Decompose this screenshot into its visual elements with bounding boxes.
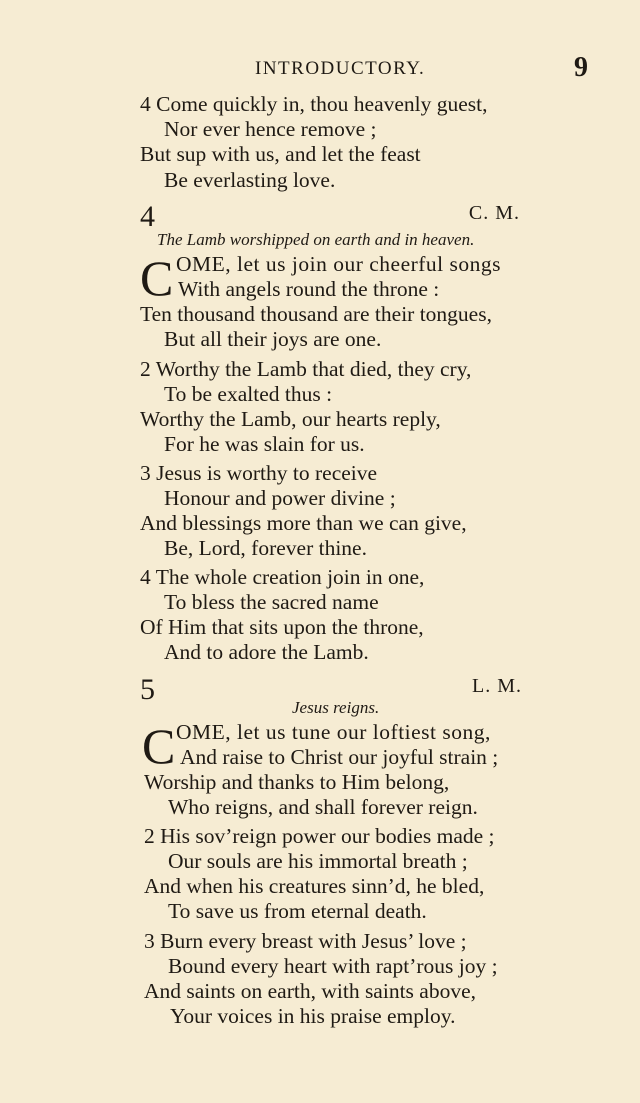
verse-line: 4 Come quickly in, thou heavenly guest, <box>140 92 488 116</box>
verse-line: And raise to Christ our joyful strain ; <box>180 745 499 769</box>
verse-line: 2 His sov’reign power our bodies made ; <box>144 824 495 848</box>
hymn-number: 4 <box>140 200 155 233</box>
verse-line: For he was slain for us. <box>164 432 365 456</box>
verse-line: Ten thousand thousand are their tongues, <box>140 302 492 326</box>
verse-line: Of Him that sits upon the throne, <box>140 615 424 639</box>
verse-line: 3 Jesus is worthy to receive <box>140 461 378 485</box>
verse-line: Bound every heart with rapt’rous joy ; <box>168 954 498 978</box>
verse-line: Be, Lord, forever thine. <box>164 536 367 560</box>
verse-line: Be everlasting love. <box>164 168 336 192</box>
verse-line: OME, let us join our cheerful songs <box>176 252 502 276</box>
verse-line: Our souls are his immortal breath ; <box>168 849 468 873</box>
verse-line: And when his creatures sinn’d, he bled, <box>144 874 485 898</box>
hymn-number: 5 <box>140 673 155 706</box>
verse-line: 2 Worthy the Lamb that died, they cry, <box>140 357 472 381</box>
verse-line: To be exalted thus : <box>164 382 333 406</box>
verse-line: But sup with us, and let the feast <box>140 142 421 166</box>
verse-line: To save us from eternal death. <box>168 899 427 923</box>
page-header <box>0 52 640 92</box>
verse-line: Your voices in his praise employ. <box>170 1004 456 1028</box>
verse-line: Nor ever hence remove ; <box>164 117 377 141</box>
drop-cap: C <box>142 718 176 774</box>
verse-line: Honour and power divine ; <box>164 486 396 510</box>
hymn-subtitle: Jesus reigns. <box>292 698 380 717</box>
verse-line: And to adore the Lamb. <box>164 640 369 664</box>
verse-line: OME, let us tune our loftiest song, <box>176 720 491 744</box>
verse-line: Worthy the Lamb, our hearts reply, <box>140 407 441 431</box>
verse-line: 3 Burn every breast with Jesus’ love ; <box>144 929 467 953</box>
verse-line: Worship and thanks to Him belong, <box>144 770 450 794</box>
verse-line: 4 The whole creation join in one, <box>140 565 425 589</box>
hymn-subtitle: The Lamb worshipped on earth and in heaven. <box>157 230 475 249</box>
hymn-meter: C. M. <box>468 202 520 224</box>
running-title: INTRODUCTORY. <box>255 58 426 79</box>
verse-line: To bless the sacred name <box>164 590 379 614</box>
verse-line: But all their joys are one. <box>164 327 382 351</box>
page-number: 9 <box>574 52 588 83</box>
verse-line: With angels round the throne : <box>178 277 440 301</box>
drop-cap: C <box>140 250 174 306</box>
hymn-4-heading <box>140 200 520 233</box>
verse-line: And blessings more than we can give, <box>140 511 467 535</box>
hymn-meter: L. M. <box>472 675 522 697</box>
verse-line: And saints on earth, with saints above, <box>144 979 477 1003</box>
verse-line: Who reigns, and shall forever reign. <box>168 795 478 819</box>
